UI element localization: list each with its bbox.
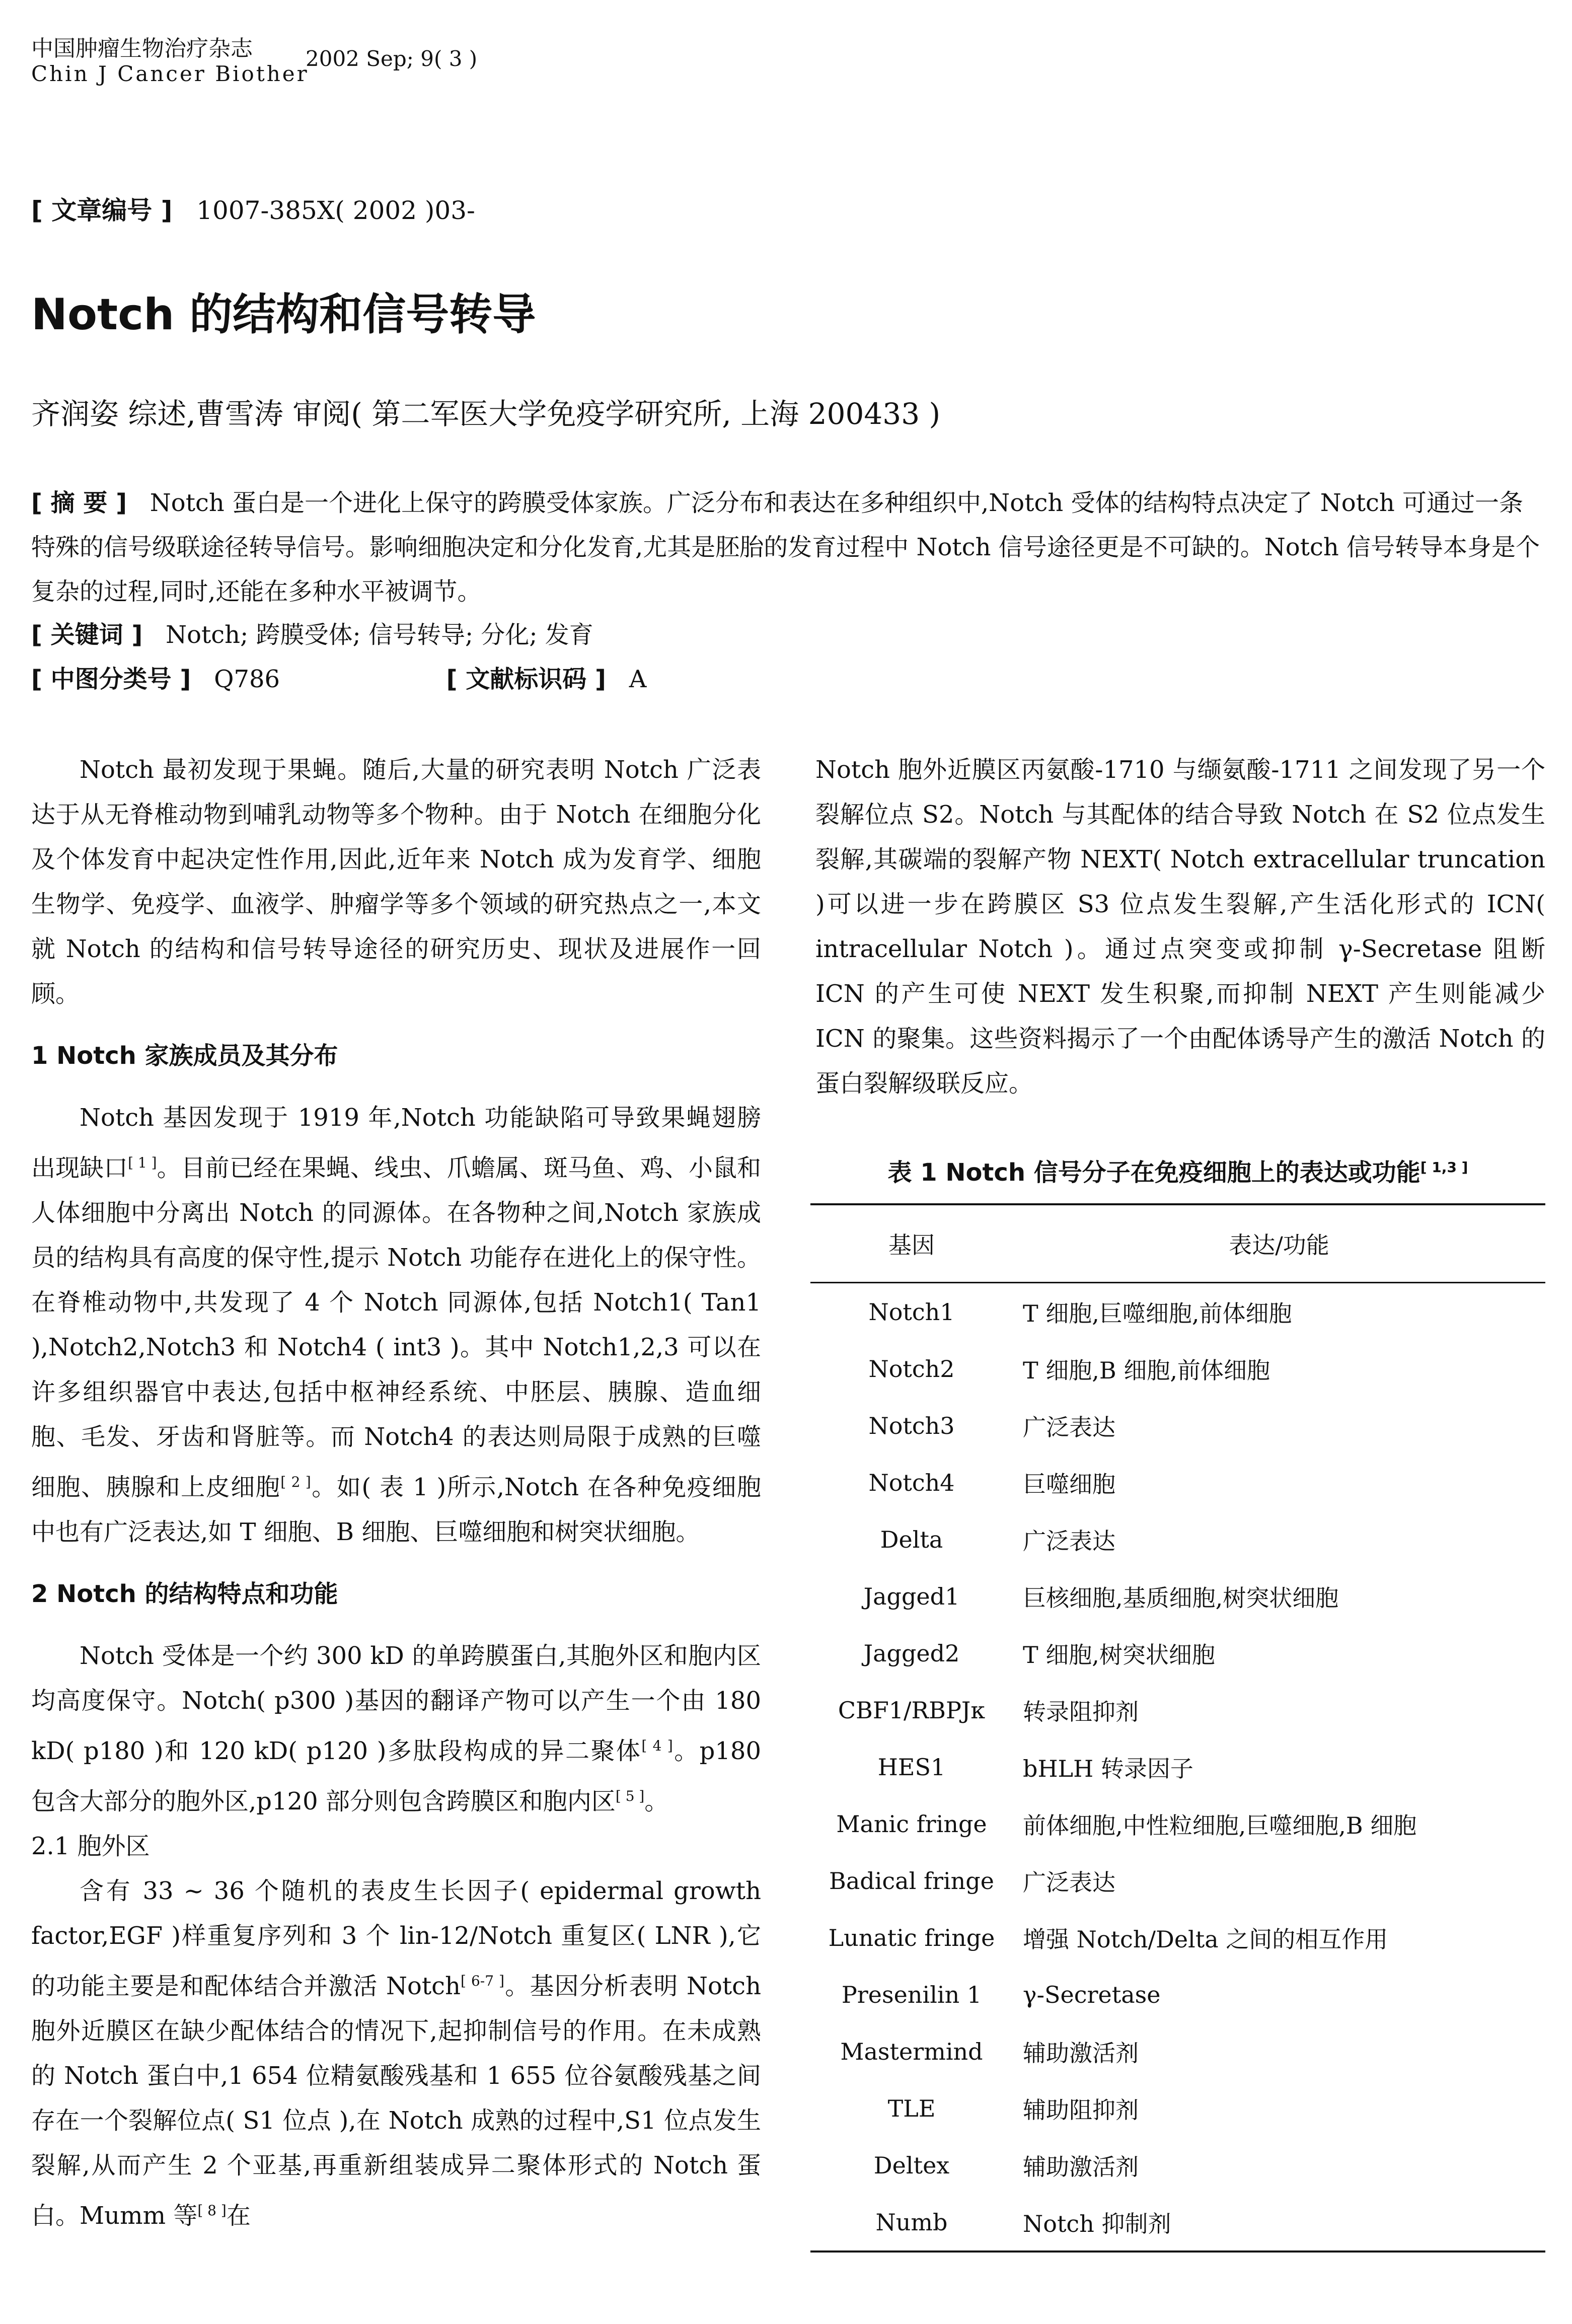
article-number-label: [ 文章编号 ] — [31, 196, 173, 225]
table-header-gene: 基因 — [888, 1231, 935, 1259]
abstract — [31, 481, 1541, 614]
table-row — [810, 1682, 1545, 1738]
table-header-function: 表达/功能 — [1229, 1231, 1329, 1259]
table-cell-function: 辅助激活剂 — [1023, 2153, 1139, 2181]
classification — [31, 660, 646, 694]
citation: [ 5 ] — [615, 1788, 645, 1804]
table-cell-function: 转录阻抑剂 — [1023, 1698, 1139, 1725]
abstract-label: [ 摘 要 ] — [31, 489, 127, 517]
journal-name-en: Chin J Cancer Biother — [31, 61, 309, 86]
table-cell-gene: Notch4 — [868, 1469, 955, 1496]
table-cell-gene: TLE — [887, 2094, 936, 2122]
section-1-heading: 1 Notch 家族成员及其分布 — [31, 1042, 338, 1070]
article-number-value: 1007-385X( 2002 )03- — [196, 196, 475, 225]
authors-line: 齐润姿 综述,曹雪涛 审阅( 第二军医大学免疫学研究所, 上海 200433 ) — [31, 397, 941, 431]
table-cell-gene: Presenilin 1 — [841, 1981, 982, 2008]
table-row — [810, 1397, 1545, 1454]
table-cell-function: T 细胞,树突状细胞 — [1023, 1641, 1215, 1668]
table-cell-gene: Notch3 — [868, 1412, 955, 1439]
table-cell-function: γ-Secretase — [1023, 1981, 1161, 2008]
continued-paragraph: Notch 胞外近膜区丙氨酸-1710 与缬氨酸-1711 之间发现了另一个裂解位点 S2。Notch 与其配体的结合导致 Notch 在 S2 位点发生裂解,其碳端的裂解产物 NEXT( Notch extracellular truncation )可以进一步在跨膜区 S3 位点发生裂解,产生活化形式的 ICN( intracellular Notch )。通过点突变或抑制 γ-Secretase 阻断 ICN 的产生可使 NEXT 发生积聚,而抑制 NEXT 产生则能减少 ICN 的聚集。这些资料揭示了一个由配体诱导产生的激活 Notch 的蛋白裂解级联反应。 — [815, 756, 1545, 1098]
table-row — [810, 1909, 1545, 1966]
table-cell-function: 增强 Notch/Delta 之间的相互作用 — [1023, 1925, 1388, 1953]
table-cell-function: bHLH 转录因子 — [1023, 1755, 1193, 1782]
section-2-heading: 2 Notch 的结构特点和功能 — [31, 1580, 338, 1608]
table-row — [810, 1511, 1545, 1568]
doc-code-label: [ 文献标识码 ] — [446, 665, 606, 693]
table-row — [810, 1568, 1545, 1625]
table-row — [810, 2080, 1545, 2137]
table-row — [810, 2023, 1545, 2080]
table-row — [810, 1340, 1545, 1397]
table-row — [810, 1966, 1545, 2023]
citation: [ 6-7 ] — [460, 1973, 505, 1989]
right-column — [815, 748, 1545, 1106]
table-cell-function: T 细胞,B 细胞,前体细胞 — [1023, 1356, 1270, 1384]
table-cell-function: 广泛表达 — [1023, 1413, 1115, 1441]
subsection-2-1-paragraph: 含有 33 ~ 36 个随机的表皮生长因子( epidermal growth factor,EGF )样重复序列和 3 个 lin-12/Notch 重复区( LNR ),它的功能主要是和配体结合并激活 Notch[ 6-7 ]。基因分析表明 Notch 胞外近膜区在缺少配体结合的情况下,起抑制信号的作用。在未成熟的 Notch 蛋白中,1 654 位精氨酸残基和 1 655 位谷氨酸残基之间存在一个裂解位点( S1 位点 ),在 Notch 成熟的过程中,S1 位点发生裂解,从而产生 2 个亚基,再重新组装成异二聚体形式的 Notch 蛋白。Mumm 等[ 8 ]在 — [31, 1877, 761, 2230]
table-row — [810, 1454, 1545, 1511]
table-cell-function: 巨核细胞,基质细胞,树突状细胞 — [1023, 1584, 1339, 1612]
citation: [ 1 ] — [128, 1154, 157, 1171]
table-cell-gene: HES1 — [877, 1753, 946, 1781]
table-cell-gene: CBF1/RBPJκ — [838, 1696, 986, 1724]
table-cell-function: 巨噬细胞 — [1023, 1470, 1115, 1498]
journal-name-cn: 中国肿瘤生物治疗杂志 — [31, 36, 253, 61]
left-column — [31, 748, 761, 2238]
table-cell-gene: Jagged2 — [863, 1639, 960, 1667]
keywords — [31, 615, 593, 650]
table-cell-gene: Badical fringe — [829, 1867, 994, 1895]
subsection-2-1-heading: 2.1 胞外区 — [31, 1832, 150, 1860]
clc-value: Q786 — [214, 665, 280, 693]
table-header-row — [810, 1204, 1545, 1283]
article-title: Notch 的结构和信号转导 — [31, 289, 536, 340]
expression-table — [810, 1203, 1545, 2253]
table-cell-gene: Jagged1 — [863, 1582, 960, 1610]
table-cell-gene: Lunatic fringe — [828, 1924, 995, 1951]
section-2-paragraph: Notch 受体是一个约 300 kD 的单跨膜蛋白,其胞外区和胞内区均高度保守。Notch( p300 )基因的翻译产物可以产生一个由 180 kD( p180 )和 120 kD( p120 )多肽段构成的异二聚体[ 4 ]。p180 包含大部分的胞外区,p120 部分则包含跨膜区和胞内区[ 5 ]。 — [31, 1642, 761, 1815]
table-row — [810, 1738, 1545, 1795]
table-cell-function: 辅助阻抑剂 — [1023, 2096, 1139, 2124]
table-cell-gene: Deltex — [873, 2151, 950, 2179]
table-cell-gene: Numb — [875, 2208, 948, 2236]
article-number — [31, 190, 475, 227]
table-row — [810, 2194, 1545, 2252]
table-cell-function: 广泛表达 — [1023, 1868, 1115, 1896]
table-caption: 表 1 Notch 信号分子在免疫细胞上的表达或功能[ 1,3 ] — [887, 1158, 1468, 1187]
table-row — [810, 1795, 1545, 1852]
issue-info: 2002 Sep; 9( 3 ) — [306, 46, 478, 71]
table-cell-function: 辅助激活剂 — [1023, 2039, 1139, 2067]
table-cell-function: T 细胞,巨噬细胞,前体细胞 — [1023, 1299, 1292, 1327]
table-cell-gene: Manic fringe — [836, 1810, 987, 1838]
table-row — [810, 1283, 1545, 1341]
doc-code-value: A — [629, 665, 647, 693]
table-row — [810, 1625, 1545, 1682]
intro-paragraph: Notch 最初发现于果蝇。随后,大量的研究表明 Notch 广泛表达于从无脊椎动物到哺乳动物等多个物种。由于 Notch 在细胞分化及个体发育中起决定性作用,因此,近年来 Notch 成为发育学、细胞生物学、免疫学、血液学、肿瘤学等多个领域的研究热点之一,本文就 Notch 的结构和信号转导途径的研究历史、现状及进展作一回顾。 — [31, 756, 761, 1008]
section-1-paragraph: Notch 基因发现于 1919 年,Notch 功能缺陷可导致果蝇翅膀出现缺口[ 1 ]。目前已经在果蝇、线虫、爪蟾属、斑马鱼、鸡、小鼠和人体细胞中分离出 Notch 的同源体。在各物种之间,Notch 家族成员的结构具有高度的保守性,提示 Notch 功能存在进化上的保守性。在脊椎动物中,共发现了 4 个 Notch 同源体,包括 Notch1( Tan1 ),Notch2,Notch3 和 Notch4 ( int3 )。其中 Notch1,2,3 可以在许多组织器官中表达,包括中枢神经系统、中胚层、胰腺、造血细胞、毛发、牙齿和肾脏等。而 Notch4 的表达则局限于成熟的巨噬细胞、胰腺和上皮细胞[ 2 ]。如( 表 1 )所示,Notch 在各种免疫细胞中也有广泛表达,如 T 细胞、B 细胞、巨噬细胞和树突状细胞。 — [31, 1104, 761, 1546]
table-row — [810, 2137, 1545, 2194]
table-row — [810, 1852, 1545, 1909]
abstract-text: Notch 蛋白是一个进化上保守的跨膜受体家族。广泛分布和表达在多种组织中,Notch 受体的结构特点决定了 Notch 可通过一条特殊的信号级联途径转导信号。影响细胞决定和分化发育,尤其是胚胎的发育过程中 Notch 信号途径更是不可缺的。Notch 信号转导本身是个复杂的过程,同时,还能在多种水平被调节。 — [31, 489, 1540, 606]
clc-label: [ 中图分类号 ] — [31, 665, 191, 693]
keywords-label: [ 关键词 ] — [31, 621, 143, 649]
table-cell-gene: Mastermind — [840, 2038, 983, 2065]
citation: [ 1,3 ] — [1420, 1159, 1468, 1176]
table-cell-gene: Notch2 — [868, 1355, 955, 1383]
table-cell-function: 广泛表达 — [1023, 1527, 1115, 1555]
table-cell-function: 前体细胞,中性粒细胞,巨噬细胞,B 细胞 — [1023, 1811, 1417, 1839]
keywords-value: Notch; 跨膜受体; 信号转导; 分化; 发育 — [166, 621, 593, 649]
table-cell-function: Notch 抑制剂 — [1023, 2210, 1171, 2237]
table-cell-gene: Delta — [880, 1526, 943, 1553]
citation: [ 8 ] — [197, 2202, 227, 2219]
table-cell-gene: Notch1 — [868, 1298, 955, 1326]
citation: [ 4 ] — [641, 1737, 673, 1754]
citation: [ 2 ] — [280, 1474, 311, 1490]
